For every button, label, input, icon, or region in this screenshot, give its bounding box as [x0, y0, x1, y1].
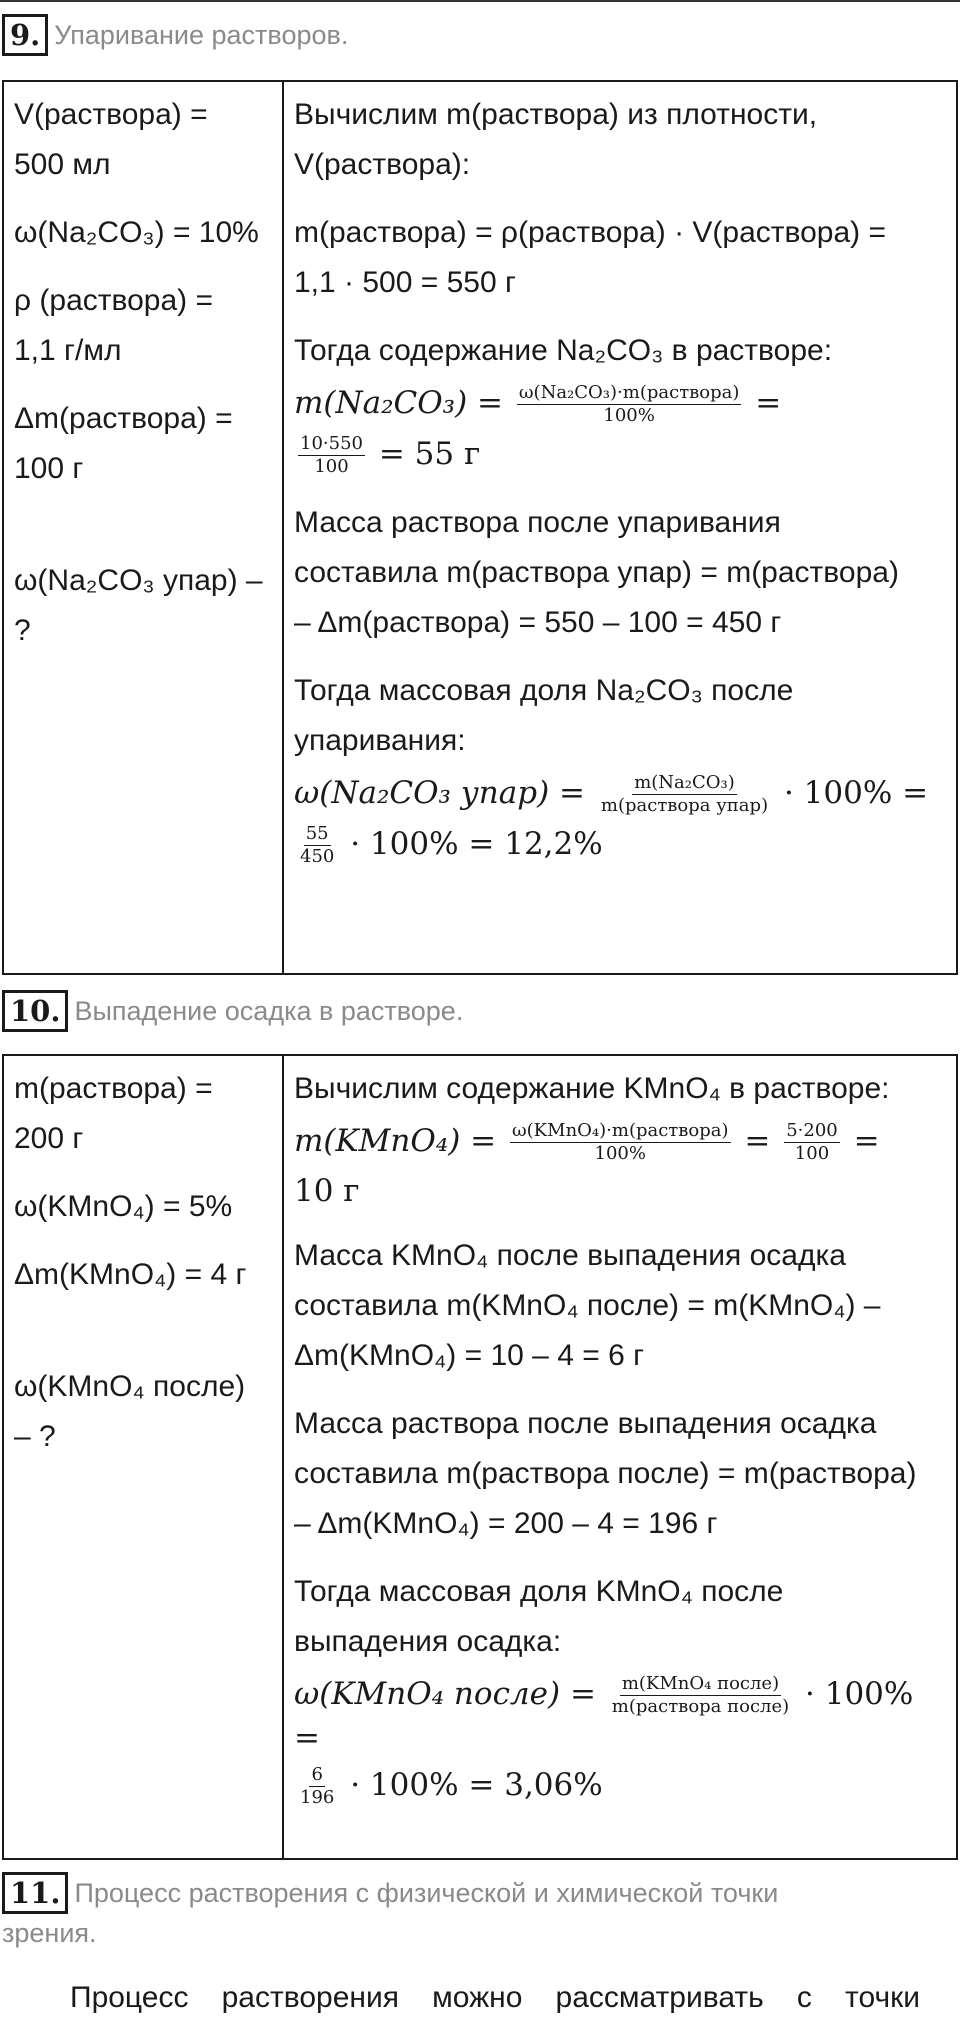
given-mass-value: 200 г [14, 1122, 84, 1155]
step-3: Масса раствора после выпадения осадка [294, 1407, 877, 1440]
fraction-denominator: m(раствора упар) [600, 795, 769, 816]
fraction [298, 1764, 336, 1809]
task-10-solution [283, 1055, 957, 1859]
step-1-cont: V(раствора): [294, 148, 471, 181]
formula-mass [294, 382, 948, 427]
formula-result: · 100% = 3,06% [350, 1767, 603, 1803]
formula-omega [294, 1673, 948, 1758]
formula-result: = 55 г [378, 436, 481, 472]
task-10-header [2, 990, 463, 1032]
given-volume-value: 500 мл [14, 148, 111, 181]
find-omega-q: ? [14, 614, 31, 647]
task-9-solution [283, 81, 957, 974]
task-11-intro: Процесс растворения можно рассматривать с точки [70, 1981, 920, 2014]
step-5: Тогда массовая доля Na₂CO₃ после [294, 674, 794, 707]
given-omega: ω(Na₂CO₃) = 10% [14, 216, 259, 249]
formula-mid: · 100% = [294, 1676, 914, 1756]
step-3: Тогда содержание Na₂CO₃ в растворе: [294, 334, 833, 367]
fraction [599, 772, 770, 817]
equals-sign: = [853, 1123, 880, 1159]
fraction-denominator: 196 [300, 1787, 335, 1808]
formula-omega-result [294, 1764, 948, 1809]
fraction-numerator: 6 [311, 1764, 323, 1785]
step-3-cont: составила m(раствора после) = m(раствора) [294, 1457, 917, 1490]
formula-mid: · 100% = [783, 775, 929, 811]
formula-lhs: m(KMnO₄) = [294, 1123, 497, 1159]
task-10-title: Выпадение осадка в растворе. [74, 996, 464, 1026]
fraction [298, 823, 336, 868]
step-1: Вычислим содержание KMnO₄ в растворе: [294, 1072, 890, 1105]
fraction-numerator: m(KMnO₄ после) [621, 1673, 780, 1694]
given-mass-change-value: 100 г [14, 452, 84, 485]
task-10-table [2, 1054, 958, 1860]
task-9-header [2, 14, 348, 56]
step-3-cont2: – Δm(KMnO₄) = 200 – 4 = 196 г [294, 1507, 718, 1540]
fraction [298, 433, 365, 478]
formula-lhs: m(Na₂CO₃) = [294, 385, 504, 421]
task-9-given [3, 81, 283, 974]
formula-omega [294, 772, 948, 817]
formula-mass-result [294, 433, 948, 478]
fraction-denominator: 100% [603, 405, 655, 426]
fraction-numerator: ω(Na₂CO₃)·m(раствора) [518, 382, 740, 403]
task-9-number: 9. [2, 14, 48, 56]
task-11-title-cont: зрения. [2, 1918, 97, 1948]
formula-result: 10 г [294, 1173, 360, 1209]
fraction-denominator: m(раствора после) [611, 1696, 790, 1717]
given-volume: V(раствора) = [14, 98, 208, 131]
task-10-given [3, 1055, 283, 1859]
task-11-header [2, 1872, 778, 1914]
fraction-denominator: 100 [794, 1143, 830, 1164]
step-2-cont: 1,1 · 500 = 550 г [294, 266, 516, 299]
fraction-numerator: 10·550 [300, 433, 363, 454]
step-4: Масса раствора после упаривания [294, 506, 781, 539]
fraction [610, 1673, 791, 1718]
top-divider [0, 0, 960, 2]
equals-sign: = [755, 385, 782, 421]
formula-mass [294, 1120, 948, 1165]
given-density-value: 1,1 г/мл [14, 334, 122, 367]
step-4-cont2: – Δm(раствора) = 550 – 100 = 450 г [294, 606, 782, 639]
step-1: Вычислим m(раствора) из плотности, [294, 98, 818, 131]
find-omega: ω(Na₂CO₃ упар) – [14, 564, 263, 597]
fraction-denominator: 100 [314, 456, 349, 477]
step-2-cont2: Δm(KMnO₄) = 10 – 4 = 6 г [294, 1339, 645, 1372]
equals-sign: = [744, 1123, 771, 1159]
given-omega: ω(KMnO₄) = 5% [14, 1190, 233, 1223]
given-density: ρ (раствора) = [14, 284, 213, 317]
formula-lhs: ω(Na₂CO₃ упар) = [294, 775, 586, 811]
find-omega: ω(KMnO₄ после) [14, 1370, 246, 1403]
step-4: Тогда массовая доля KMnO₄ после [294, 1575, 784, 1608]
find-omega-q: – ? [14, 1420, 56, 1453]
step-2: Масса KMnO₄ после выпадения осадка [294, 1239, 846, 1272]
fraction [510, 1120, 731, 1165]
task-9-title: Упаривание растворов. [54, 20, 349, 50]
fraction [517, 382, 742, 427]
formula-lhs: ω(KMnO₄ после) = [294, 1676, 596, 1712]
task-9-table [2, 80, 958, 975]
formula-mass-result [294, 1171, 948, 1211]
task-11-number: 11. [2, 1872, 68, 1914]
task-11-title: Процесс растворения с физической и химической точки [74, 1878, 779, 1908]
fraction-numerator: 5·200 [786, 1120, 838, 1141]
fraction-numerator: m(Na₂CO₃) [634, 772, 735, 793]
fraction-numerator: ω(KMnO₄)·m(раствора) [511, 1120, 729, 1141]
step-2-cont: составила m(KMnO₄ после) = m(KMnO₄) – [294, 1289, 881, 1322]
given-mass-change: Δm(раствора) = [14, 402, 233, 435]
fraction [784, 1120, 840, 1165]
fraction-denominator: 100% [594, 1143, 646, 1164]
formula-omega-result [294, 823, 948, 868]
task-10-number: 10. [2, 990, 68, 1032]
given-mass: m(раствора) = [14, 1072, 213, 1105]
fraction-numerator: 55 [305, 823, 329, 844]
step-5-cont: упаривания: [294, 724, 466, 757]
formula-result: · 100% = 12,2% [350, 826, 603, 862]
given-mass-change: Δm(KMnO₄) = 4 г [14, 1258, 247, 1291]
step-4-cont: выпадения осадка: [294, 1625, 562, 1658]
step-2: m(раствора) = ρ(раствора) · V(раствора) = [294, 216, 887, 249]
fraction-denominator: 450 [300, 846, 335, 867]
step-4-cont: составила m(раствора упар) = m(раствора) [294, 556, 899, 589]
